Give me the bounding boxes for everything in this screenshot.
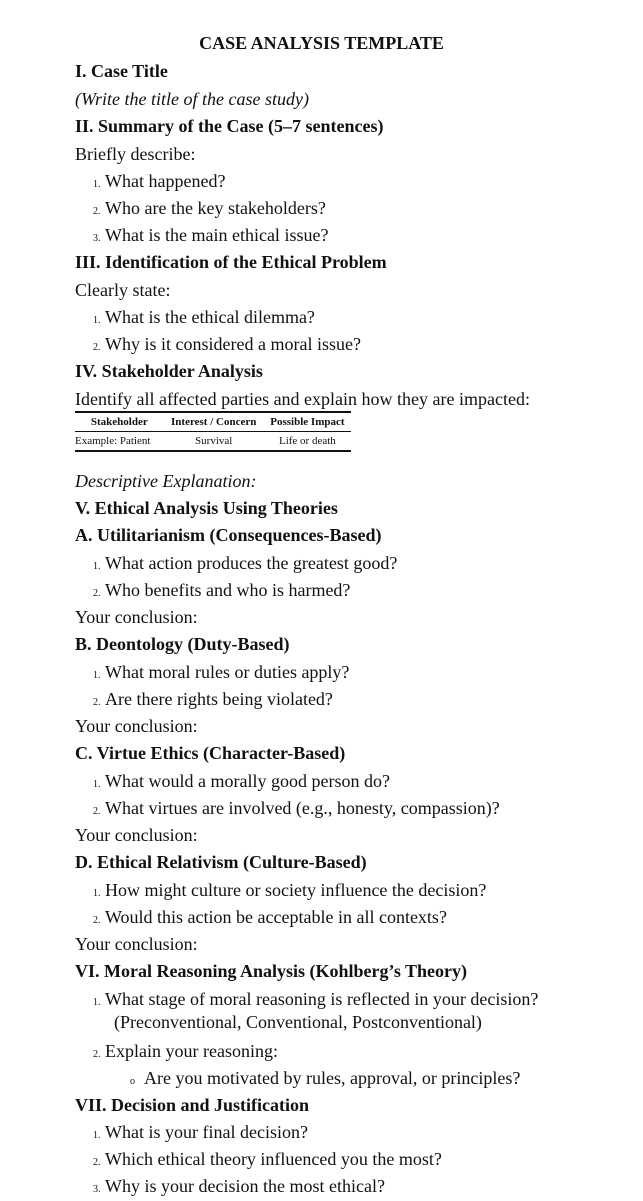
virtue-ethics-heading: C. Virtue Ethics (Character-Based) — [75, 743, 346, 763]
list-number: 1. — [93, 670, 101, 681]
list-item-text: What action produces the greatest good? — [105, 553, 398, 573]
list-item — [93, 879, 486, 905]
case-title-hint: (Write the title of the case study) — [75, 89, 309, 109]
list-number: 2. — [93, 1049, 101, 1060]
table-cell: Example: Patient — [75, 432, 164, 452]
list-number: 3. — [93, 233, 101, 244]
list-item — [93, 797, 500, 823]
list-number: 3. — [93, 1184, 101, 1195]
list-item-text: Why is it considered a moral issue? — [105, 334, 361, 354]
section-6-heading: VI. Moral Reasoning Analysis (Kohlberg’s Theory) — [75, 961, 468, 981]
table-header: Stakeholder — [75, 412, 164, 432]
list-item — [93, 770, 390, 796]
list-number: 1. — [93, 779, 101, 790]
list-item-text: Which ethical theory influenced you the most? — [105, 1149, 442, 1169]
conclusion-label: Your conclusion: — [75, 607, 198, 627]
list-item-text: What is your final decision? — [105, 1122, 308, 1142]
list-item — [93, 1040, 278, 1066]
list-item — [93, 1121, 308, 1147]
list-item-text: Who are the key stakeholders? — [105, 198, 326, 218]
list-item-text: Who benefits and who is harmed? — [105, 580, 351, 600]
list-item-text: How might culture or society influence the decision? — [105, 880, 487, 900]
list-item — [93, 688, 333, 714]
list-item-text: What would a morally good person do? — [105, 771, 390, 791]
list-number: 1. — [93, 888, 101, 899]
utilitarianism-heading: A. Utilitarianism (Consequences-Based) — [75, 525, 382, 545]
section-3-heading: III. Identification of the Ethical Problem — [75, 252, 387, 272]
list-item-text: What is the ethical dilemma? — [105, 307, 315, 327]
section-7-heading: VII. Decision and Justification — [75, 1095, 310, 1115]
section-1-heading: I. Case Title — [75, 61, 168, 81]
document-title: CASE ANALYSIS TEMPLATE — [199, 33, 444, 53]
list-number: 2. — [93, 206, 101, 217]
table-header: Interest / Concern — [164, 412, 264, 432]
list-item-text: What is the main ethical issue? — [105, 225, 329, 245]
list-item-text: What stage of moral reasoning is reflected in your decision? — [105, 989, 539, 1009]
list-number: 1. — [93, 997, 101, 1008]
list-item — [93, 170, 225, 196]
section-4-intro: Identify all affected parties and explain how they are impacted: — [75, 389, 530, 409]
list-item — [93, 197, 326, 223]
table-header: Possible Impact — [264, 412, 351, 432]
table-cell: Life or death — [264, 432, 351, 452]
section-4-heading: IV. Stakeholder Analysis — [75, 361, 263, 381]
list-item — [93, 333, 361, 359]
list-item — [93, 552, 397, 578]
list-number: 2. — [93, 342, 101, 353]
list-number: 2. — [93, 588, 101, 599]
list-item — [93, 1148, 442, 1174]
list-item-text: Are there rights being violated? — [105, 689, 333, 709]
descriptive-explanation-label: Descriptive Explanation: — [75, 471, 257, 491]
relativism-heading: D. Ethical Relativism (Culture-Based) — [75, 852, 367, 872]
section-2-heading: II. Summary of the Case (5–7 sentences) — [75, 116, 384, 136]
table-header-row — [75, 412, 351, 432]
list-number: 2. — [93, 806, 101, 817]
list-item-text: What virtues are involved (e.g., honesty, compassion)? — [105, 798, 500, 818]
list-item — [93, 906, 447, 932]
conclusion-label: Your conclusion: — [75, 716, 198, 736]
list-item — [93, 579, 350, 605]
section-5-heading: V. Ethical Analysis Using Theories — [75, 498, 338, 518]
list-number: 1. — [93, 561, 101, 572]
list-item-text: Would this action be acceptable in all contexts? — [105, 907, 447, 927]
list-item — [93, 1175, 385, 1201]
section-3-intro: Clearly state: — [75, 280, 171, 300]
list-item-text: Why is your decision the most ethical? — [105, 1176, 385, 1196]
list-item — [93, 306, 315, 332]
list-number: 1. — [93, 179, 101, 190]
list-number: 1. — [93, 315, 101, 326]
conclusion-label: Your conclusion: — [75, 934, 198, 954]
list-item-text: Explain your reasoning: — [105, 1041, 278, 1061]
deontology-heading: B. Deontology (Duty-Based) — [75, 634, 290, 654]
list-number: 2. — [93, 1157, 101, 1168]
section-2-intro: Briefly describe: — [75, 144, 196, 164]
table-cell: Survival — [164, 432, 264, 452]
list-number: 2. — [93, 697, 101, 708]
list-item-text: What moral rules or duties apply? — [105, 662, 350, 682]
list-item — [93, 661, 349, 687]
sub-list-item-text: Are you motivated by rules, approval, or principles? — [144, 1068, 521, 1088]
stakeholder-table — [75, 411, 351, 452]
list-item — [93, 224, 328, 250]
list-item-continuation: (Preconventional, Conventional, Postconventional) — [114, 1012, 482, 1032]
list-number: 2. — [93, 915, 101, 926]
bullet-icon: o — [130, 1076, 135, 1087]
list-number: 1. — [93, 1130, 101, 1141]
sub-list-item — [130, 1067, 520, 1093]
conclusion-label: Your conclusion: — [75, 825, 198, 845]
table-row — [75, 432, 351, 452]
list-item-text: What happened? — [105, 171, 226, 191]
